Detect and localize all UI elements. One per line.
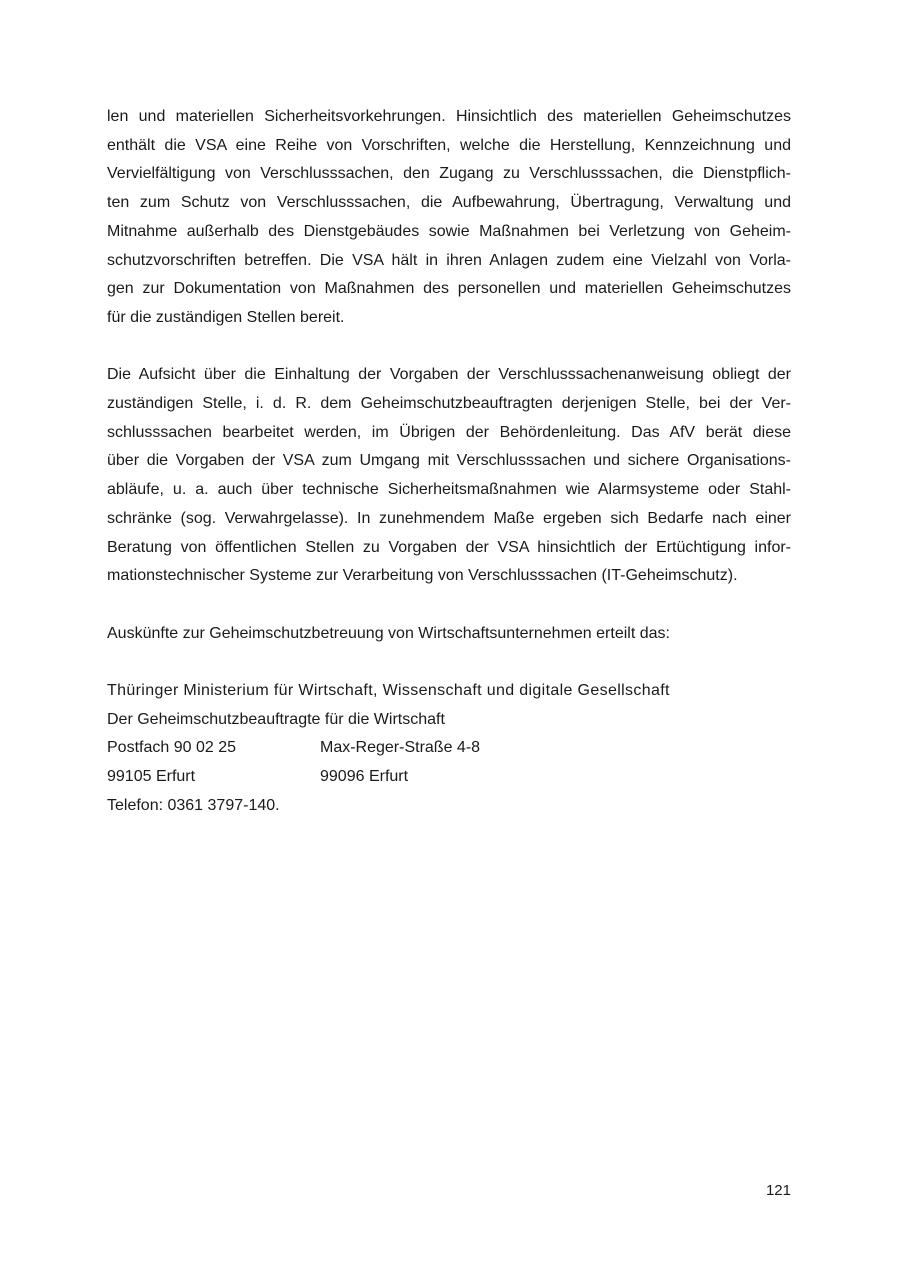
text-line: len und materiellen Sicherheitsvorkehrungen. Hinsichtlich des materiellen Geheimschutzes xyxy=(107,108,791,125)
text-line: Die Aufsicht über die Einhaltung der Vorgaben der Verschlusssachenanweisung obliegt der xyxy=(107,366,791,384)
address-phone: Telefon: 0361 3797-140. xyxy=(107,796,280,814)
address-postbox: Postfach 90 02 25 xyxy=(107,739,236,757)
address-street: Max-Reger-Straße 4-8 xyxy=(320,739,481,757)
address-ministry: Thüringer Ministerium für Wirtschaft, Wissenschaft und digitale Gesellschaft xyxy=(107,682,670,700)
text-line: gen zur Dokumentation von Maßnahmen des personellen und materiellen Geheimschutzes xyxy=(107,280,791,298)
text-line: enthält die VSA eine Reihe von Vorschriften, welche die Herstellung, Kennzeichnung und xyxy=(107,136,791,154)
text-line: für die zuständigen Stellen bereit. xyxy=(107,308,345,326)
paragraph-security-measures xyxy=(107,103,791,333)
text-line: über die Vorgaben der VSA zum Umgang mit Verschlusssachen und sichere Organisations- xyxy=(107,452,791,470)
text-line: mationstechnischer Systeme zur Verarbeitung von Verschlusssachen (IT-Geheimschutz). xyxy=(107,567,738,585)
text-line: schutzvorschriften betreffen. Die VSA hält in ihren Anlagen zudem eine Vielzahl von Vorla- xyxy=(107,251,791,269)
address-row-street xyxy=(107,734,791,763)
text-line: Mitnahme außerhalb des Dienstgebäudes sowie Maßnahmen bei Verletzung von Geheim- xyxy=(107,222,791,240)
paragraph-spacer xyxy=(107,333,791,362)
address-block xyxy=(107,677,791,821)
paragraph-supervision xyxy=(107,361,791,591)
text-line: Auskünfte zur Geheimschutzbetreuung von Wirtschaftsunternehmen erteilt das: xyxy=(107,624,670,642)
address-row-city xyxy=(107,763,791,792)
paragraph-spacer xyxy=(107,591,791,620)
text-line: schränke (sog. Verwahrgelasse). In zunehmendem Maße ergeben sich Bedarfe nach einer xyxy=(107,509,791,527)
address-postbox-city: 99105 Erfurt xyxy=(107,768,196,786)
page-number: 121 xyxy=(765,1182,791,1199)
text-line: Vervielfältigung von Verschlusssachen, den Zugang zu Verschlusssachen, die Dienstpflich- xyxy=(107,165,791,183)
address-street-city: 99096 Erfurt xyxy=(320,768,409,786)
paragraph-spacer xyxy=(107,648,791,677)
text-line: abläufe, u. a. auch über technische Sicherheitsmaßnahmen wie Alarmsysteme oder Stahl- xyxy=(107,481,791,499)
address-office: Der Geheimschutzbeauftragte für die Wirtschaft xyxy=(107,710,445,728)
text-line: ten zum Schutz von Verschlusssachen, die Aufbewahrung, Übertragung, Verwaltung und xyxy=(107,194,791,212)
text-line: schlusssachen bearbeitet werden, im Übrigen der Behördenleitung. Das AfV berät diese xyxy=(107,423,791,441)
text-line: Beratung von öffentlichen Stellen zu Vorgaben der VSA hinsichtlich der Ertüchtigung infor- xyxy=(107,538,791,556)
document-page xyxy=(107,103,791,821)
paragraph-contact-intro xyxy=(107,620,791,649)
text-line: zuständigen Stelle, i. d. R. dem Geheimschutzbeauftragten derjenigen Stelle, bei der Ver- xyxy=(107,395,791,413)
